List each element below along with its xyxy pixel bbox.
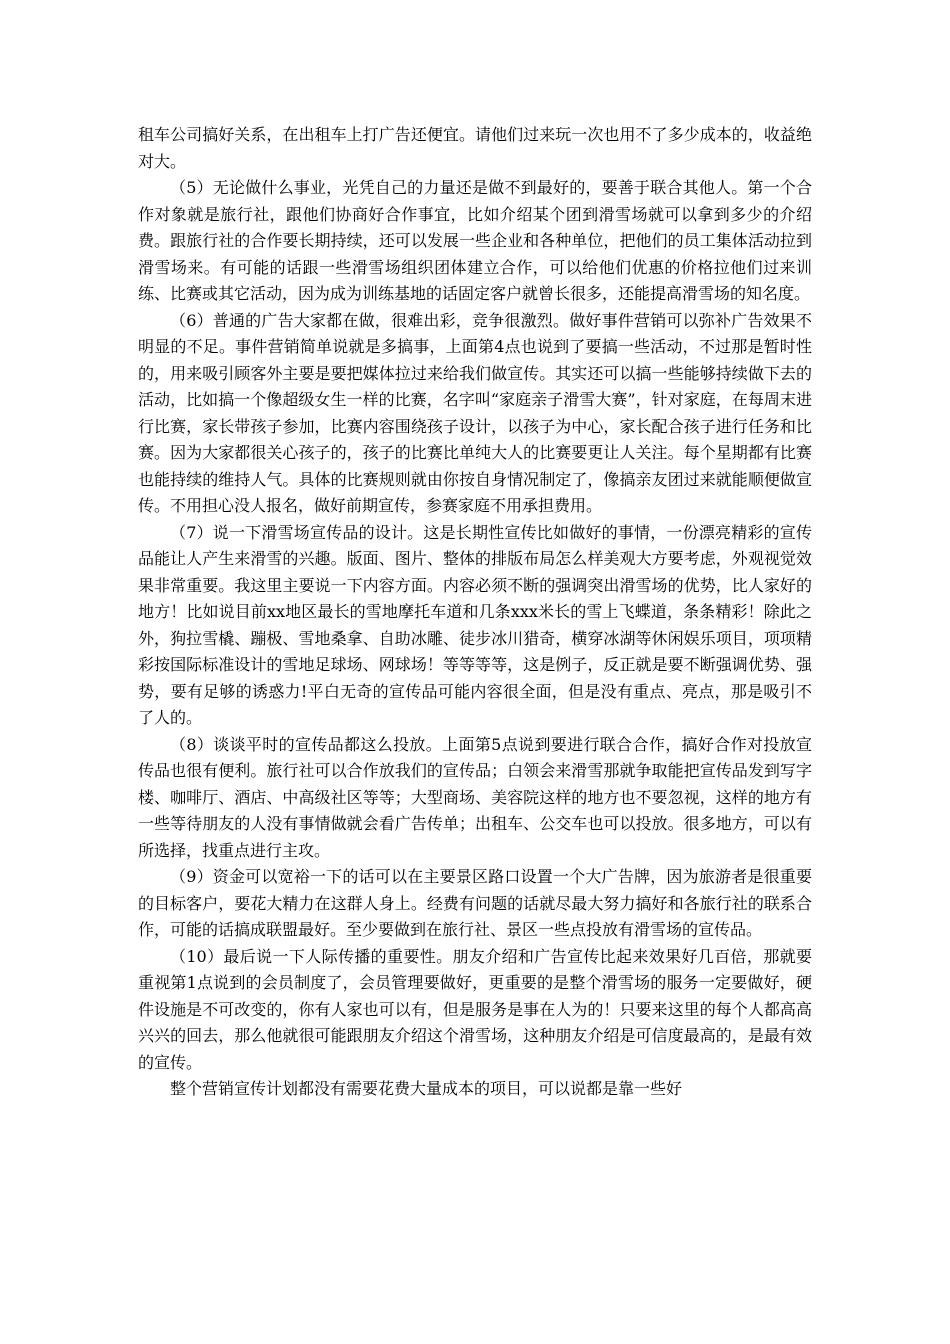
paragraph-item-6: （6）普通的广告大家都在做，很难出彩，竞争很激烈。做好事件营销可以弥补广告效果不明显的不足。事件营销简单说就是多搞事，上面第4点也说到了要搞一些活动，不过那是暂时性的，用来吸引顾客外主要是要把媒体拉过来给我们做宣传。其实还可以搞一些能够持续做下去的活动，比如搞一个像超级女生一样的比赛，名字叫“家庭亲子滑雪大赛”，针对家庭，在每周末进行比赛，家长带孩子参加，比赛内容围绕孩子设计，以孩子为中心，家长配合孩子进行任务和比赛。因为大家都很关心孩子的，孩子的比赛比单纯大人的比赛要更让人关注。每个星期都有比赛也能持续的维持人气。具体的比赛规则就由你按自身情况制定了，像搞亲友团过来就能顺便做宣传。不用担心没人报名，做好前期宣传，参赛家庭不用承担费用。 bbox=[138, 310, 812, 515]
paragraph-continuation: 租车公司搞好关系，在出租车上打广告还便宜。请他们过来玩一次也用不了多少成本的，收益绝对大。 bbox=[138, 125, 812, 171]
paragraph-summary: 整个营销宣传计划都没有需要花费大量成本的项目，可以说都是靠一些好 bbox=[170, 1079, 683, 1098]
paragraph-item-9: （9）资金可以宽裕一下的话可以在主要景区路口设置一个大广告牌，因为旅游者是很重要的目标客户，要花大精力在这群人身上。经费有问题的话就尽最大努力搞好和各旅行社的联系合作，可能的话搞成联盟最好。至少要做到在旅行社、景区一些点投放有滑雪场的宣传品。 bbox=[138, 867, 812, 939]
paragraph-item-10: （10）最后说一下人际传播的重要性。朋友介绍和广告宣传比起来效果好几百倍，那就要重视第1点说到的会员制度了，会员管理要做好，更重要的是整个滑雪场的服务一定要做好，硬件设施是不可改变的，你有人家也可以有，但是服务是事在人为的！只要来这里的每个人都高高兴兴的回去，那么他就很可能跟朋友介绍这个滑雪场，这种朋友介绍是可信度最高的，是最有效的宣传。 bbox=[138, 946, 812, 1072]
paragraph-item-5: （5）无论做什么事业，光凭自己的力量还是做不到最好的，要善于联合其他人。第一个合作对象就是旅行社，跟他们协商好合作事宜，比如介绍某个团到滑雪场就可以拿到多少的介绍费。跟旅行社的合作要长期持续，还可以发展一些企业和各种单位，把他们的员工集体活动拉到滑雪场来。有可能的话跟一些滑雪场组织团体建立合作，可以给他们优惠的价格拉他们过来训练、比赛或其它活动，因为成为训练基地的话固定客户就曾长很多，还能提高滑雪场的知名度。 bbox=[138, 178, 812, 303]
paragraph-item-8: （8）谈谈平时的宣传品都这么投放。上面第5点说到要进行联合合作，搞好合作对投放宣传品也很有便利。旅行社可以合作放我们的宣传品；白领会来滑雪那就争取能把宣传品发到写字楼、咖啡厅、酒店、中高级社区等等；大型商场、美容院这样的地方也不要忽视，这样的地方有一些等待朋友的人没有事情做就会看广告传单；出租车、公交车也可以投放。很多地方，可以有所选择，找重点进行主攻。 bbox=[138, 734, 812, 860]
document-body bbox=[138, 122, 812, 1103]
paragraph-item-7: （7）说一下滑雪场宣传品的设计。这是长期性宣传比如做好的事情，一份漂亮精彩的宣传品能让人产生来滑雪的兴趣。版面、图片、整体的排版布局怎么样美观大方要考虑，外观视觉效果非常重要。我这里主要说一下内容方面。内容必须不断的强调突出滑雪场的优势，比人家好的地方！比如说目前xx地区最长的雪地摩托车道和几条xxx米长的雪上飞蝶道，条条精彩！除此之外，狗拉雪橇、蹦极、雪地桑拿、自助冰雕、徒步冰川猎奇，横穿冰湖等休闲娱乐项目，项项精彩按国际标准设计的雪地足球场、网球场！等等等等，这是例子，反正就是要不断强调优势、强势，要有足够的诱惑力!平白无奇的宣传品可能内容很全面，但是没有重点、亮点，那是吸引不了人的。 bbox=[138, 522, 812, 727]
